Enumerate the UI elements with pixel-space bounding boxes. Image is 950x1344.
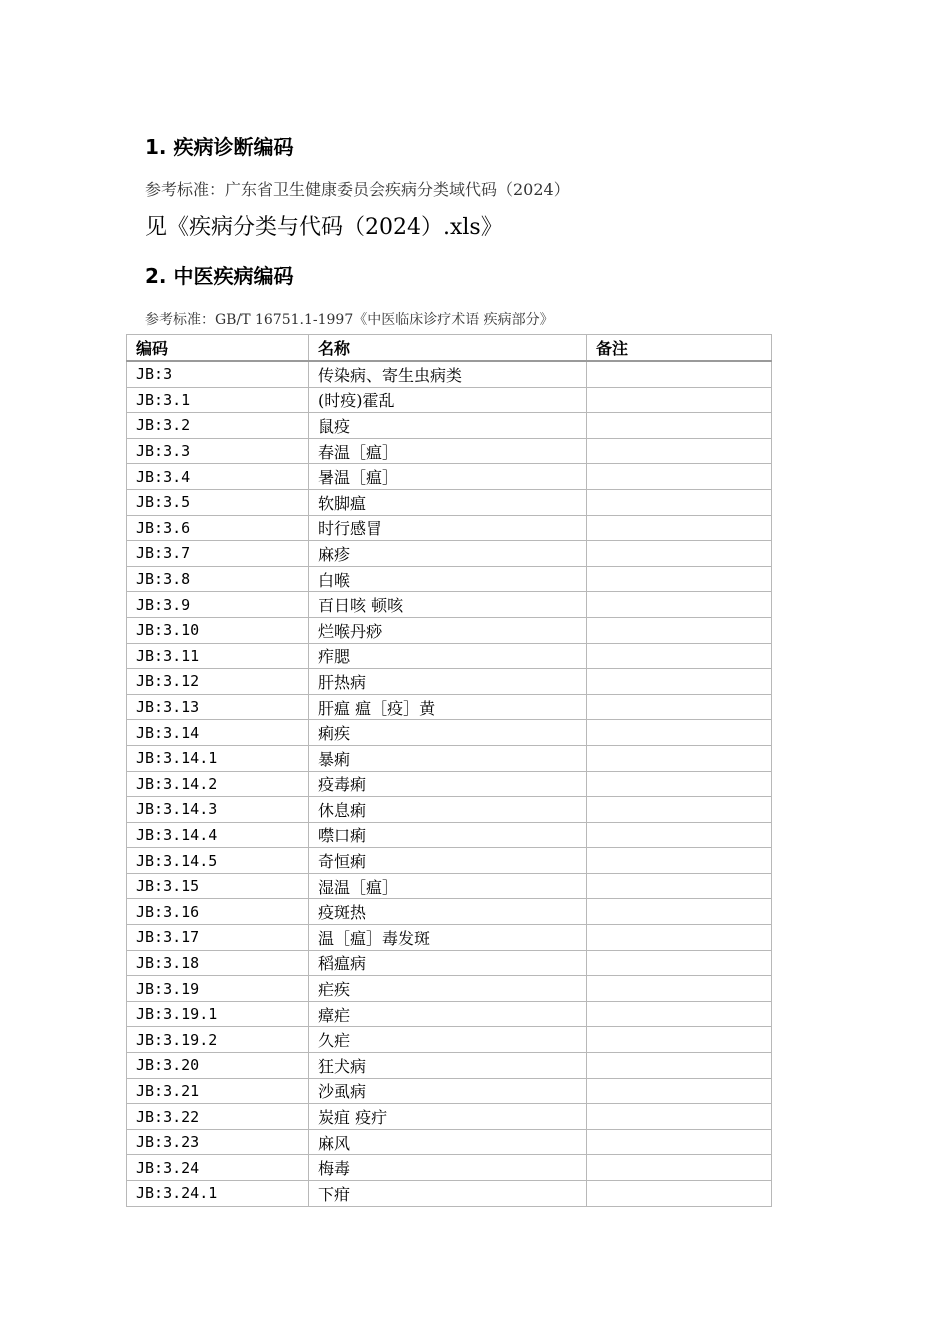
table-row (127, 1001, 772, 1027)
table-row (127, 797, 772, 823)
section-1-heading: 1. 疾病诊断编码 (145, 135, 294, 159)
table-row (127, 899, 772, 925)
section-2-reference: 参考标准：GB/T 16751.1-1997《中医临床诊疗术语 疾病部分》 (145, 312, 554, 328)
table-row (127, 438, 772, 464)
cell-note (587, 1053, 772, 1079)
cell-name: 白喉 (309, 566, 587, 592)
cell-name: 肝热病 (309, 669, 587, 695)
cell-note (587, 1129, 772, 1155)
cell-code: JB:3.19.1 (127, 1001, 309, 1027)
column-header-name: 名称 (309, 335, 587, 362)
cell-code: JB:3.4 (127, 464, 309, 490)
cell-code: JB:3.3 (127, 438, 309, 464)
table-row (127, 873, 772, 899)
table-row (127, 643, 772, 669)
cell-code: JB:3.21 (127, 1078, 309, 1104)
cell-name: 温［瘟］毒发斑 (309, 925, 587, 951)
cell-code: JB:3.2 (127, 413, 309, 439)
cell-note (587, 438, 772, 464)
cell-name: 麻风 (309, 1129, 587, 1155)
table-row (127, 925, 772, 951)
table-row (127, 745, 772, 771)
cell-name: 湿温［瘟］ (309, 873, 587, 899)
table-row (127, 1155, 772, 1181)
table-row (127, 1181, 772, 1207)
cell-name: 沙虱病 (309, 1078, 587, 1104)
cell-note (587, 822, 772, 848)
cell-name: 时行感冒 (309, 515, 587, 541)
cell-note (587, 873, 772, 899)
table-row (127, 617, 772, 643)
cell-name: 噤口痢 (309, 822, 587, 848)
cell-note (587, 464, 772, 490)
cell-code: JB:3.19 (127, 976, 309, 1002)
cell-note (587, 950, 772, 976)
cell-note (587, 925, 772, 951)
cell-name: 传染病、寄生虫病类 (309, 361, 587, 387)
section-1-see-file: 见《疾病分类与代码（2024）.xls》 (145, 215, 503, 240)
cell-note (587, 592, 772, 618)
cell-code: JB:3.23 (127, 1129, 309, 1155)
cell-name: 软脚瘟 (309, 489, 587, 515)
cell-code: JB:3.13 (127, 694, 309, 720)
cell-note (587, 899, 772, 925)
column-header-note: 备注 (587, 335, 772, 362)
table-body (127, 361, 772, 1206)
cell-code: JB:3.17 (127, 925, 309, 951)
cell-note (587, 387, 772, 413)
cell-note (587, 361, 772, 387)
cell-code: JB:3.7 (127, 541, 309, 567)
cell-note (587, 413, 772, 439)
cell-code: JB:3.6 (127, 515, 309, 541)
cell-note (587, 797, 772, 823)
cell-code: JB:3.16 (127, 899, 309, 925)
cell-code: JB:3.14.2 (127, 771, 309, 797)
cell-name: 疫毒痢 (309, 771, 587, 797)
cell-code: JB:3.14 (127, 720, 309, 746)
table-row (127, 1078, 772, 1104)
cell-note (587, 1104, 772, 1130)
table-row (127, 822, 772, 848)
cell-code: JB:3.15 (127, 873, 309, 899)
cell-name: 痢疾 (309, 720, 587, 746)
cell-code: JB:3.11 (127, 643, 309, 669)
table-row (127, 566, 772, 592)
cell-note (587, 1001, 772, 1027)
cell-name: 春温［瘟］ (309, 438, 587, 464)
cell-note (587, 617, 772, 643)
cell-name: 休息痢 (309, 797, 587, 823)
cell-note (587, 1078, 772, 1104)
table-row (127, 387, 772, 413)
cell-note (587, 489, 772, 515)
cell-name: 瘴疟 (309, 1001, 587, 1027)
table-row (127, 592, 772, 618)
table-row (127, 541, 772, 567)
table-row (127, 1053, 772, 1079)
table-row (127, 669, 772, 695)
cell-name: 痄腮 (309, 643, 587, 669)
cell-note (587, 720, 772, 746)
cell-code: JB:3.24.1 (127, 1181, 309, 1207)
cell-name: 稻瘟病 (309, 950, 587, 976)
cell-code: JB:3.10 (127, 617, 309, 643)
cell-name: 暴痢 (309, 745, 587, 771)
table-row (127, 950, 772, 976)
cell-note (587, 669, 772, 695)
cell-note (587, 1155, 772, 1181)
cell-note (587, 976, 772, 1002)
cell-code: JB:3.24 (127, 1155, 309, 1181)
cell-name: 下疳 (309, 1181, 587, 1207)
section-2-heading: 2. 中医疾病编码 (145, 264, 294, 288)
cell-code: JB:3.1 (127, 387, 309, 413)
cell-code: JB:3.14.4 (127, 822, 309, 848)
cell-note (587, 1027, 772, 1053)
table-row (127, 976, 772, 1002)
cell-name: 疫斑热 (309, 899, 587, 925)
cell-name: 鼠疫 (309, 413, 587, 439)
cell-code: JB:3.18 (127, 950, 309, 976)
cell-name: 狂犬病 (309, 1053, 587, 1079)
cell-name: 久疟 (309, 1027, 587, 1053)
table-row (127, 1129, 772, 1155)
cell-code: JB:3.14.1 (127, 745, 309, 771)
cell-code: JB:3.19.2 (127, 1027, 309, 1053)
table-row (127, 720, 772, 746)
cell-name: 奇恒痢 (309, 848, 587, 874)
cell-name: 麻疹 (309, 541, 587, 567)
table-row (127, 694, 772, 720)
cell-name: 炭疽 疫疔 (309, 1104, 587, 1130)
cell-note (587, 566, 772, 592)
cell-name: (时疫)霍乱 (309, 387, 587, 413)
cell-code: JB:3.5 (127, 489, 309, 515)
cell-note (587, 745, 772, 771)
cell-note (587, 771, 772, 797)
cell-code: JB:3.8 (127, 566, 309, 592)
table-row (127, 848, 772, 874)
table-row (127, 489, 772, 515)
section-1-reference: 参考标准：广东省卫生健康委员会疾病分类域代码（2024） (145, 180, 570, 199)
table-header-row (127, 335, 772, 362)
cell-note (587, 848, 772, 874)
table-row (127, 1104, 772, 1130)
table-row (127, 464, 772, 490)
cell-code: JB:3.20 (127, 1053, 309, 1079)
table-row (127, 361, 772, 387)
cell-note (587, 515, 772, 541)
table-row (127, 515, 772, 541)
cell-code: JB:3 (127, 361, 309, 387)
column-header-code: 编码 (127, 335, 309, 362)
table-row (127, 413, 772, 439)
tcm-disease-code-table (126, 334, 772, 1207)
cell-name: 百日咳 顿咳 (309, 592, 587, 618)
cell-name: 烂喉丹痧 (309, 617, 587, 643)
cell-name: 暑温［瘟］ (309, 464, 587, 490)
table-row (127, 1027, 772, 1053)
cell-code: JB:3.9 (127, 592, 309, 618)
cell-code: JB:3.14.5 (127, 848, 309, 874)
cell-note (587, 694, 772, 720)
cell-code: JB:3.22 (127, 1104, 309, 1130)
cell-note (587, 1181, 772, 1207)
cell-name: 疟疾 (309, 976, 587, 1002)
cell-name: 梅毒 (309, 1155, 587, 1181)
table-row (127, 771, 772, 797)
cell-note (587, 643, 772, 669)
cell-code: JB:3.12 (127, 669, 309, 695)
cell-name: 肝瘟 瘟［疫］黄 (309, 694, 587, 720)
cell-note (587, 541, 772, 567)
cell-code: JB:3.14.3 (127, 797, 309, 823)
